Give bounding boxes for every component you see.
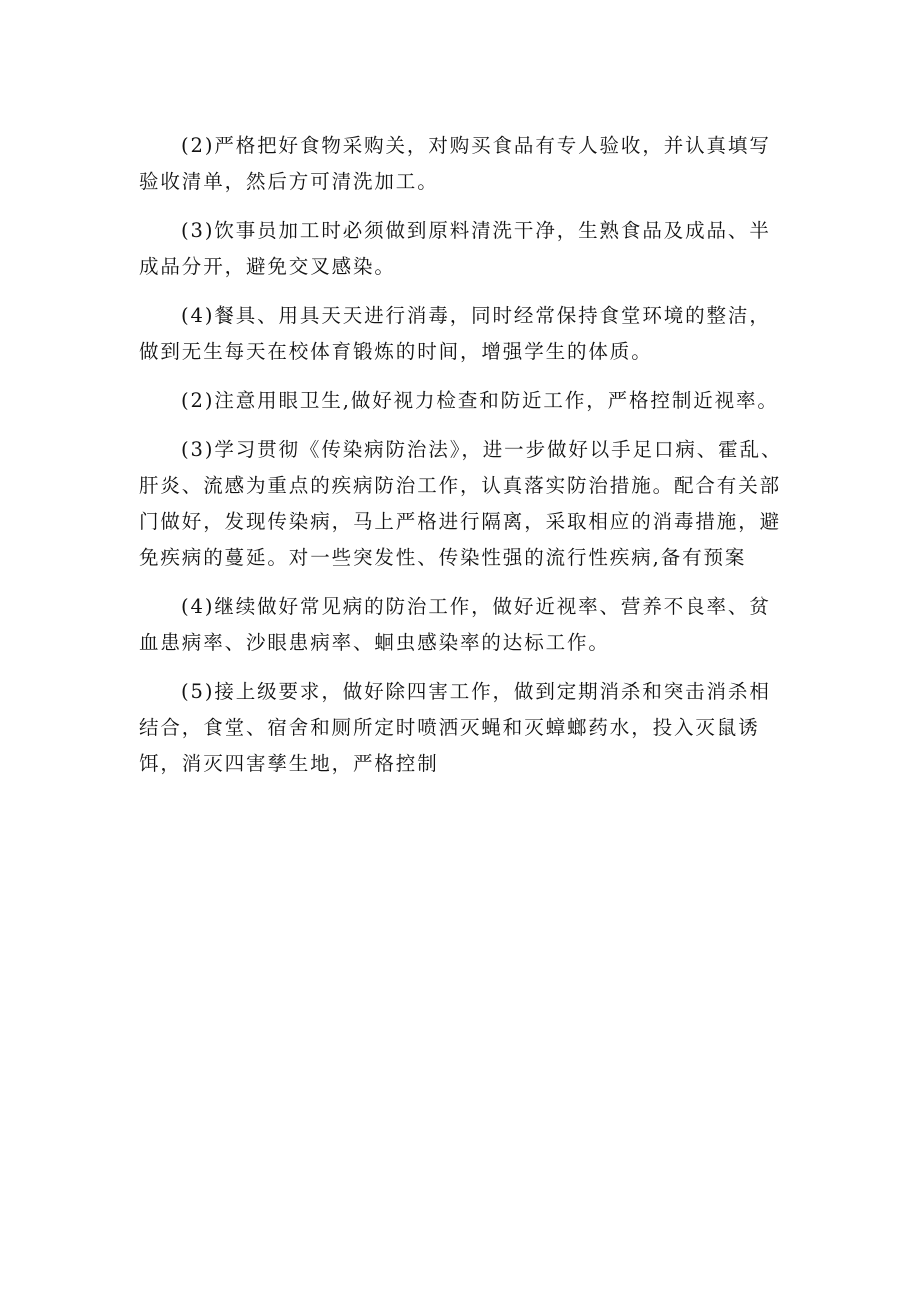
paragraph-common-disease-prevention: (4)继续做好常见病的防治工作，做好近视率、营养不良率、贫血患病率、沙眼患病率、蛔虫感染率的达标工作。 (139, 595, 771, 654)
paragraph-four-pests: (5)接上级要求，做好除四害工作，做到定期消杀和突击消杀相结合，食堂、宿舍和厕所定时喷洒灭蝇和灭蟑螂药水，投入灭鼠诱饵，消灭四害孳生地，严格控制 (139, 680, 771, 775)
paragraph-food-purchasing: (2)严格把好食物采购关，对购买食品有专人验收，并认真填写验收清单，然后方可清洗加工。 (139, 134, 771, 193)
paragraph-tableware-disinfection: (4)餐具、用具天天进行消毒，同时经常保持食堂环境的整洁，做到无生每天在校体育锻炼的时间，增强学生的体质。 (139, 304, 771, 363)
document-body (139, 128, 785, 795)
paragraph-infectious-disease-law: (3)学习贯彻《传染病防治法》，进一步做好以手足口病、霍乱、肝炎、流感为重点的疾病防治工作，认真落实防治措施。配合有关部门做好，发现传染病，马上严格进行隔离，采取相应的消毒措施，避免疾病的蔓延。对一些突发性、传染性强的流行性疾病,备有预案 (139, 438, 783, 569)
paragraph-cook-processing: (3)饮事员加工时必须做到原料清洗干净，生熟食品及成品、半成品分开，避免交叉感染。 (139, 219, 771, 278)
paragraph-eye-hygiene: (2)注意用眼卫生,做好视力检查和防近工作，严格控制近视率。 (181, 389, 779, 412)
